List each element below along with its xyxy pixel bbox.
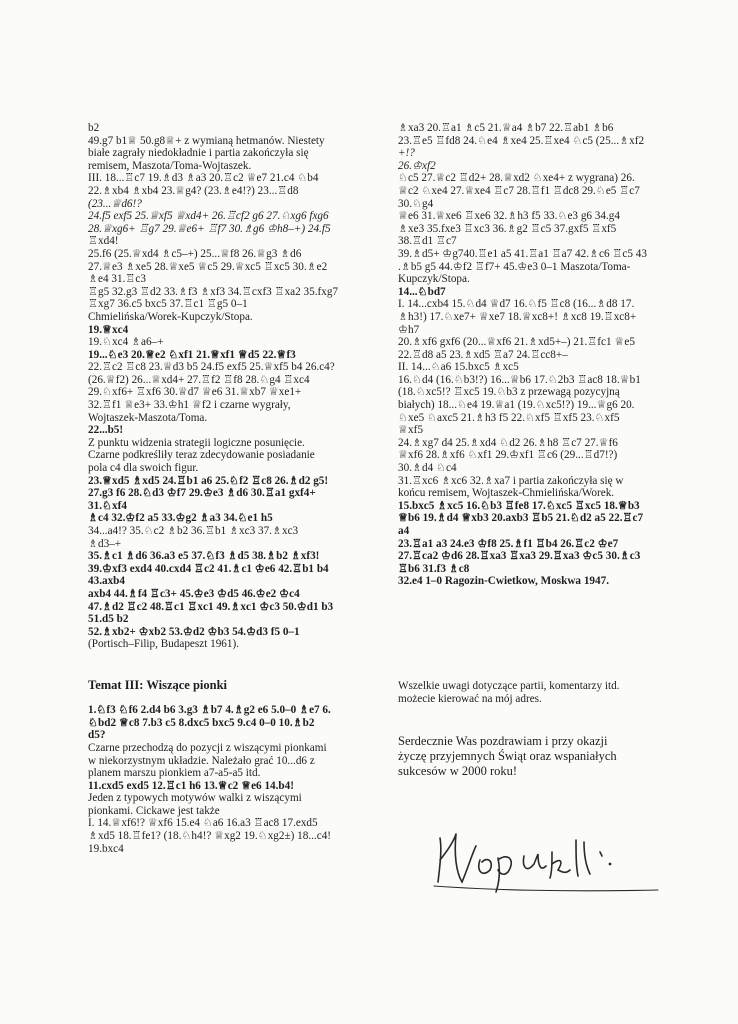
text-line: 20.♗xf6 gxf6 (20...♕xf6 21.♗xd5+–) 21.♖fc1 ♕e5 bbox=[398, 336, 635, 349]
text-line: 31.♖xc6 ♗xc6 32.♗xa7 i partia zakończyła się w bbox=[398, 474, 624, 487]
left-column-text bbox=[88, 122, 360, 651]
text-line: d5? bbox=[88, 729, 106, 742]
text-line: +!? bbox=[398, 147, 415, 160]
text-line: 22.♖d8 a5 23.♗xd5 ♖a7 24.♖cc8+– bbox=[398, 348, 568, 361]
text-line: Czarne podkreśliły teraz zdecydowanie posiadanie bbox=[88, 449, 315, 462]
text-line: .♗b5 g5 44.♔f2 ♖f7+ 45.♔e3 0–1 Maszota/Toma- bbox=[398, 260, 631, 273]
text-line: ♘xe5 ♘axc5 21.♗h3 f5 22.♘xf5 ♖xf5 23.♘xf5 bbox=[398, 411, 620, 424]
text-line: 47.♗d2 ♖c2 48.♖c1 ♖xc1 49.♗xc1 ♔c3 50.♔d1 b3 bbox=[88, 600, 334, 613]
text-line: 22.♗xb4 ♗xb4 23.♕g4? (23.♗e4!?) 23...♖d8 bbox=[88, 184, 299, 197]
text-line: III. 18...♖c7 19.♗d3 ♗a3 20.♖c2 ♕e7 21.c4 ♘b4 bbox=[88, 172, 319, 185]
text-line: axb4 44.♗f4 ♖c3+ 45.♔e3 ♔d5 46.♔e2 ♔c4 bbox=[88, 587, 300, 600]
text-line: (18.♘xc5!? ♖xc5 19.♘b3 z przewagą pozycyjną bbox=[398, 386, 620, 399]
text-line: Wojtaszek-Maszota/Toma. bbox=[88, 411, 208, 424]
text-line: 27.♖ca2 ♔d6 28.♖xa3 ♖xa3 29.♖xa3 ♔c5 30.♗c3 bbox=[398, 550, 641, 563]
text-line: ♗e4 31.♖c3 bbox=[88, 273, 146, 286]
text-line: 19.♘xc4 ♗a6–+ bbox=[88, 336, 164, 349]
text-line: remisem, Maszota/Toma-Wojtaszek. bbox=[88, 159, 252, 172]
text-line: 38.♖d1 ♖c7 bbox=[398, 235, 457, 248]
text-line: ♗c4 32.♔f2 a5 33.♔g2 ♗a3 34.♘e1 h5 bbox=[88, 512, 273, 525]
handwritten-signature bbox=[428, 820, 688, 900]
text-line: Czarne przechodzą do pozycji z wiszącymi pionkami bbox=[88, 741, 327, 754]
text-line: 15.bxc5 ♗xc5 16.♘b3 ♖fe8 17.♘xc5 ♖xc5 18.♕b3 bbox=[398, 499, 640, 512]
right-column-text bbox=[398, 122, 672, 588]
section-title: Temat III: Wiszące pionki bbox=[88, 677, 228, 692]
right-column bbox=[398, 122, 672, 588]
comments-note bbox=[398, 680, 619, 706]
text-line: 22.♖c2 ♖c8 23.♕d3 b5 24.f5 exf5 25.♕xf5 b4 26.c4? bbox=[88, 361, 335, 374]
text-line: planem marszu pionkiem a7-a5-a5 itd. bbox=[88, 767, 261, 780]
greeting-line: sukcesów w 2000 roku! bbox=[398, 764, 518, 778]
text-line: (23...♕d6!? bbox=[88, 197, 142, 210]
text-line: 19.bxc4 bbox=[88, 842, 124, 855]
text-line: 23.♕xd5 ♗xd5 24.♖b1 a6 25.♘f2 ♖c8 26.♗d2 g5! bbox=[88, 474, 329, 487]
text-line: 32.e4 1–0 Ragozin-Cwietkow, Moskwa 1947. bbox=[398, 575, 609, 588]
text-line: 14...♘bd7 bbox=[398, 285, 446, 298]
text-line: a4 bbox=[398, 525, 410, 537]
text-line: 27.g3 f6 28.♘d3 ♔f7 29.♔e3 ♗d6 30.♖a1 gxf4+ bbox=[88, 487, 316, 500]
text-line: 19.♕xc4 bbox=[88, 323, 129, 336]
text-line: 39.♔xf3 exd4 40.cxd4 ♖c2 41.♗c1 ♔e6 42.♖b1 b4 bbox=[88, 562, 329, 575]
text-line: 35.♗c1 ♗d6 36.a3 e5 37.♘f3 ♗d5 38.♗b2 ♗xf3! bbox=[88, 550, 320, 563]
text-line: pionkami. Cickawe jest także bbox=[88, 804, 220, 817]
text-line: Kupczyk/Stopa. bbox=[398, 273, 470, 286]
text-line: 43.axb4 bbox=[88, 575, 125, 588]
greeting bbox=[398, 734, 617, 779]
text-line: ♔h7 bbox=[398, 323, 420, 336]
text-line: Jeden z typowych motywów walki z wiszącymi bbox=[88, 792, 302, 805]
text-line: 19...♘e3 20.♕e2 ♘xf1 21.♕xf1 ♕d5 22.♕f3 bbox=[88, 348, 296, 361]
text-line: Chmielińska/Worek-Kupczyk/Stopa. bbox=[88, 310, 253, 323]
text-line: ♖xd4! bbox=[88, 235, 119, 248]
text-line: 52.♗xb2+ ♔xb2 53.♔d2 ♔b3 54.♔d3 f5 0–1 bbox=[88, 625, 300, 638]
text-line: końcu remisem, Wojtaszek-Chmielińska/Worek. bbox=[398, 487, 615, 500]
text-line: 22...b5! bbox=[88, 424, 124, 437]
comments-note-line: możecie kierować na mój adres. bbox=[398, 693, 542, 705]
text-line: (Portisch–Filip, Budapeszt 1961). bbox=[88, 638, 240, 651]
text-line: Z punktu widzenia strategii logiczne posunięcie. bbox=[88, 436, 305, 449]
text-line: (26.♕f2) 26...♕xd4+ 27.♖f2 ♖f8 28.♘g4 ♖xc4 bbox=[88, 373, 310, 386]
text-line: ♖b6 31.f3 ♗c8 bbox=[398, 562, 470, 575]
text-line: 29.♘xf6+ ♖xf6 30.♕d7 ♕e6 31.♕xb7 ♕xe1+ bbox=[88, 386, 302, 399]
text-line: ♘c5 27.♕c2 ♖d2+ 28.♕xd2 ♘xe4+ z wygrana) 26. bbox=[398, 172, 635, 185]
comments-note-line: Wszelkie uwagi dotyczące partii, komentarzy itd. bbox=[398, 680, 620, 692]
text-line: 39.♗d5+ ♔g740.♖e1 a5 41.♖a1 ♖a7 42.♗c6 ♖c5 43 bbox=[398, 247, 647, 260]
text-line: ♗xd5 18.♖fe1? (18.♘h4!? ♕xg2 19.♘xg2±) 18...c4! bbox=[88, 830, 332, 843]
text-line: ♘bd2 ♕c8 7.b3 c5 8.dxc5 bxc5 9.c4 0–0 10.♗b2 bbox=[88, 716, 315, 729]
text-line: ♕e6 31.♕xe6 ♖xe6 32.♗h3 f5 33.♘e3 g6 34.g4 bbox=[398, 210, 620, 223]
text-line: ♖g5 32.g3 ♖d2 33.♗f3 ♗xf3 34.♖cxf3 ♖xa2 35.fxg7 bbox=[88, 285, 339, 298]
text-line: 26.♔xf2 bbox=[398, 159, 436, 172]
text-line: 51.d5 b2 bbox=[88, 613, 129, 626]
section-text bbox=[88, 704, 360, 855]
text-line: ♕xf5 bbox=[398, 424, 423, 437]
text-line: 23.♖e5 ♖fd8 24.♘e4 ♗xe4 25.♖xe4 ♘c5 (25...♗xf2 bbox=[398, 134, 645, 147]
text-line: 25.f6 (25.♕xd4 ♗c5–+) 25...♕f8 26.♕g3 ♗d6 bbox=[88, 247, 302, 260]
text-line: ♕b6 19.♗d4 ♕xb3 20.axb3 ♖b5 21.♘d2 a5 22.♖c7 bbox=[398, 512, 644, 525]
text-line: 30.♘g4 bbox=[398, 197, 434, 210]
text-line: ♕xf6 28.♗xf6 ♘xf1 29.♔xf1 ♖c6 (29...♖d7!?) bbox=[398, 449, 618, 462]
text-line: 27.♕e3 ♗xe5 28.♕xe5 ♕c5 29.♕xc5 ♖xc5 30.♗e2 bbox=[88, 260, 328, 273]
text-line: ♗xe3 35.fxe3 ♖xc3 36.♗g2 ♖c5 37.gxf5 ♖xf5 bbox=[398, 222, 617, 235]
text-line: białe zagrały niedokładnie i partia zakończyła się bbox=[88, 147, 309, 160]
text-line: 31.♘xf4 bbox=[88, 499, 127, 512]
text-line: ♗h3!) 17.♘xe7+ ♕xe7 18.♕xc8+! ♗xc8 19.♖xc8+ bbox=[398, 310, 637, 323]
text-line: 11.cxd5 exd5 12.♖c1 h6 13.♕c2 ♕e6 14.b4! bbox=[88, 779, 294, 792]
text-line: ♕c2 ♘xe4 27.♕xe4 ♖c7 28.♖f1 ♖dc8 29.♘e5 ♖c7 bbox=[398, 184, 640, 197]
text-line: I. 14.♕xf6!? ♕xf6 15.e4 ♘a6 16.a3 ♖ac8 17.exd5 bbox=[88, 817, 318, 830]
text-line: 49.g7 b1♕ 50.g8♕+ z wymianą hetmanów. Niestety bbox=[88, 134, 325, 147]
text-line: ♗xa3 20.♖a1 ♗c5 21.♕a4 ♗b7 22.♖ab1 ♗b6 bbox=[398, 122, 614, 134]
text-line: białych) 18...♘e4 19.♕a1 (19.♘xc5!?) 19...♕g6 20. bbox=[398, 399, 635, 412]
text-line: 34...a4!? 35.♘c2 ♗b2 36.♖b1 ♗xc3 37.♗xc3 bbox=[88, 525, 299, 537]
text-line: b2 bbox=[88, 122, 100, 134]
text-line: 32.♖f1 ♕e3+ 33.♔h1 ♕f2 i czarne wygrały, bbox=[88, 399, 291, 412]
text-line: II. 14...♘a6 15.bxc5 ♗xc5 bbox=[398, 361, 519, 374]
greeting-line: życzę przyjemnych Świąt oraz wspaniałych bbox=[398, 749, 617, 763]
text-line: 16.♘d4 (16.♘b3!?) 16...♕b6 17.♘2b3 ♖ac8 18.♕b1 bbox=[398, 373, 641, 386]
left-column bbox=[88, 122, 360, 855]
greeting-line: Serdecznie Was pozdrawiam i przy okazji bbox=[398, 734, 608, 748]
text-line: 28.♕xg6+ ♖g7 29.♕e6+ ♖f7 30.♗g6 ♔h8–+) 24.f5 bbox=[88, 222, 331, 235]
text-line: pola c4 dla swoich figur. bbox=[88, 462, 199, 475]
text-line: 24.f5 exf5 25.♕xf5 ♕xd4+ 26.♖cf2 g6 27.♘xg6 fxg6 bbox=[88, 210, 329, 223]
text-line: 1.♘f3 ♘f6 2.d4 b6 3.g3 ♗b7 4.♗g2 e6 5.0–0 ♗e7 6. bbox=[88, 704, 331, 717]
text-line: 30.♗d4 ♘c4 bbox=[398, 462, 457, 475]
text-line: 23.♖a1 a3 24.e3 ♔f8 25.♗f1 ♖b4 26.♖c2 ♔e7 bbox=[398, 537, 619, 550]
text-line: ♗d3–+ bbox=[88, 537, 122, 550]
text-line: 24.♗xg7 d4 25.♗xd4 ♘d2 26.♗h8 ♖c7 27.♕f6 bbox=[398, 436, 618, 449]
text-line: ♖xg7 36.c5 bxc5 37.♖c1 ♖g5 0–1 bbox=[88, 298, 248, 311]
text-line: w niekorzystnym układzie. Należało grać 10...d6 z bbox=[88, 754, 315, 767]
text-line: I. 14...cxb4 15.♘d4 ♕d7 16.♘f5 ♖c8 (16...♗d8 17. bbox=[398, 298, 635, 311]
